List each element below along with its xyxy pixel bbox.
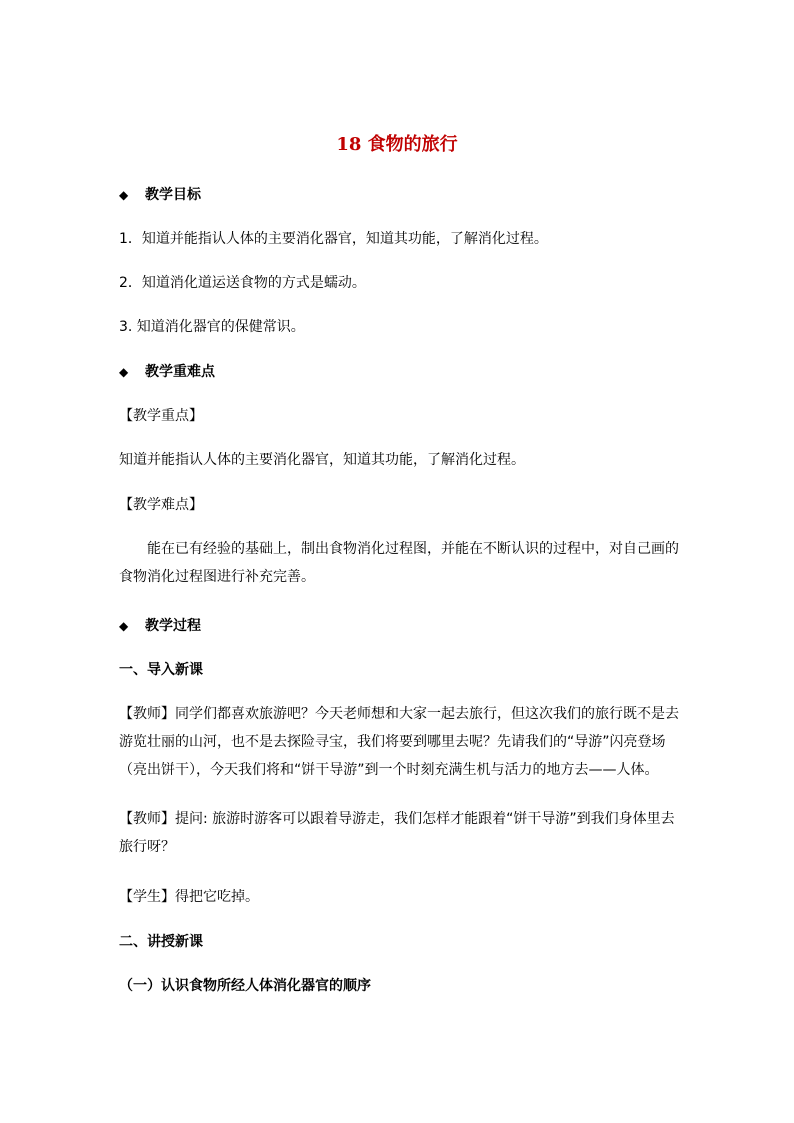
focus-text: 知道并能指认人体的主要消化器官，知道其功能，了解消化过程。 [119, 452, 525, 468]
page-title: 18 食物的旅行 [336, 134, 458, 155]
focus-label: 【教学重点】 [119, 408, 203, 424]
key-points-heading [119, 362, 679, 382]
teacher-paragraph-2: 【教师】提问: 旅游时游客可以跟着导游走，我们怎样才能跟着“饼干导游”到我们身体里去旅行呀？ [119, 811, 675, 855]
teacher-paragraph-1: 【教师】同学们都喜欢旅游吧？今天老师想和大家一起去旅行，但这次我们的旅行既不是去游览壮丽的山河，也不是去探险寻宝，我们将要到哪里去呢？先请我们的“导游”闪亮登场（亮出饼干），今天我们将和“饼干导游”到一个时刻充满生机与活力的地方去——人体。 [119, 706, 679, 778]
objective-item-1: 1．知道并能指认人体的主要消化器官，知道其功能，了解消化过程。 [119, 231, 548, 247]
sub1-heading: （一）认识食物所经人体消化器官的顺序 [119, 978, 371, 994]
objectives-heading [119, 185, 679, 205]
objective-item-2: 2．知道消化道运送食物的方式是蠕动。 [119, 275, 366, 291]
difficulty-label: 【教学难点】 [119, 497, 203, 513]
objective-item-3: 3. 知道消化器官的保健常识。 [119, 319, 305, 335]
diamond-bullet-icon: ◆ [119, 619, 129, 633]
key-points-heading-text: 教学重难点 [145, 364, 215, 380]
difficulty-text: 能在已有经验的基础上，制出食物消化过程图，并能在不断认识的过程中，对自己画的食物消化过程图进行补充完善。 [119, 541, 679, 585]
process-heading-text: 教学过程 [145, 618, 201, 634]
diamond-bullet-icon: ◆ [119, 188, 129, 202]
part1-heading: 一、导入新课 [119, 662, 203, 678]
process-heading [119, 616, 679, 636]
diamond-bullet-icon: ◆ [119, 365, 129, 379]
student-paragraph-1: 【学生】得把它吃掉。 [119, 889, 259, 905]
objectives-heading-text: 教学目标 [145, 187, 201, 203]
part2-heading: 二、讲授新课 [119, 934, 203, 950]
